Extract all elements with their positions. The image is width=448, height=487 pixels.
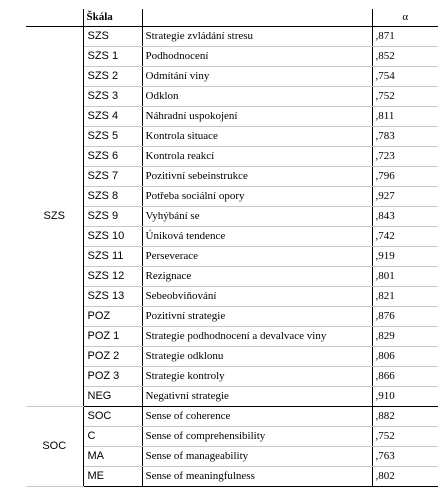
scale-code: SZS 11 xyxy=(83,247,142,267)
table-row xyxy=(26,67,438,87)
scale-code: POZ 2 xyxy=(83,347,142,367)
table-row xyxy=(26,447,438,467)
header-group-cell xyxy=(26,9,83,27)
scale-code: SZS 3 xyxy=(83,87,142,107)
scale-name: Vyhýbání se xyxy=(142,207,372,227)
table-row xyxy=(26,27,438,47)
table-row xyxy=(26,267,438,287)
scale-name: Pozitivní strategie xyxy=(142,307,372,327)
alpha-value: ,783 xyxy=(372,127,438,147)
scale-name: Náhradní uspokojení xyxy=(142,107,372,127)
alpha-value: ,910 xyxy=(372,387,438,407)
scale-name: Strategie zvládání stresu xyxy=(142,27,372,47)
scale-code: SZS 4 xyxy=(83,107,142,127)
scale-code: SZS 12 xyxy=(83,267,142,287)
header-alpha-cell: α xyxy=(372,9,438,27)
scale-code: NEG xyxy=(83,387,142,407)
scale-name: Pozitivní sebeinstrukce xyxy=(142,167,372,187)
scale-name: Strategie odklonu xyxy=(142,347,372,367)
scale-name: Rezignace xyxy=(142,267,372,287)
scale-code: SZS 2 xyxy=(83,67,142,87)
scale-name: Potřeba sociální opory xyxy=(142,187,372,207)
table-row xyxy=(26,187,438,207)
scale-code: SZS 8 xyxy=(83,187,142,207)
alpha-value: ,919 xyxy=(372,247,438,267)
scale-name: Negativní strategie xyxy=(142,387,372,407)
scale-name: Úniková tendence xyxy=(142,227,372,247)
scale-code: SZS 9 xyxy=(83,207,142,227)
alpha-value: ,876 xyxy=(372,307,438,327)
alpha-value: ,763 xyxy=(372,447,438,467)
table-row xyxy=(26,167,438,187)
alpha-value: ,801 xyxy=(372,267,438,287)
alpha-value: ,752 xyxy=(372,427,438,447)
scale-code: SZS 13 xyxy=(83,287,142,307)
table-row xyxy=(26,287,438,307)
table-row xyxy=(26,307,438,327)
alpha-value: ,821 xyxy=(372,287,438,307)
scale-code: SZS 5 xyxy=(83,127,142,147)
alpha-value: ,723 xyxy=(372,147,438,167)
scale-name: Strategie kontroly xyxy=(142,367,372,387)
scale-code: SZS 10 xyxy=(83,227,142,247)
header-scale-cell: Škála xyxy=(83,9,142,27)
table-row xyxy=(26,427,438,447)
reliability-table xyxy=(26,9,438,487)
table-row xyxy=(26,47,438,67)
scale-code: SOC xyxy=(83,407,142,427)
alpha-value: ,871 xyxy=(372,27,438,47)
table-row xyxy=(26,347,438,367)
alpha-value: ,742 xyxy=(372,227,438,247)
table-row xyxy=(26,147,438,167)
scale-name: Podhodnocení xyxy=(142,47,372,67)
alpha-value: ,843 xyxy=(372,207,438,227)
group-label: SZS xyxy=(26,27,83,407)
scale-code: POZ 3 xyxy=(83,367,142,387)
scale-name: Sense of meaningfulness xyxy=(142,467,372,487)
table-row xyxy=(26,207,438,227)
table-header-row xyxy=(26,9,438,27)
group-label: SOC xyxy=(26,407,83,487)
scale-name: Sense of manageability xyxy=(142,447,372,467)
scale-code: POZ xyxy=(83,307,142,327)
alpha-value: ,752 xyxy=(372,87,438,107)
table-row xyxy=(26,327,438,347)
scale-name: Perseverace xyxy=(142,247,372,267)
table-row xyxy=(26,227,438,247)
table-row xyxy=(26,387,438,407)
header-name-cell xyxy=(142,9,372,27)
scale-code: POZ 1 xyxy=(83,327,142,347)
table-row xyxy=(26,467,438,487)
scale-code: C xyxy=(83,427,142,447)
scale-name: Odmítání viny xyxy=(142,67,372,87)
table-row xyxy=(26,247,438,267)
alpha-value: ,882 xyxy=(372,407,438,427)
table-row xyxy=(26,127,438,147)
table-row xyxy=(26,107,438,127)
alpha-value: ,852 xyxy=(372,47,438,67)
scale-code: ME xyxy=(83,467,142,487)
scale-code: SZS 1 xyxy=(83,47,142,67)
table-row xyxy=(26,367,438,387)
alpha-value: ,811 xyxy=(372,107,438,127)
scale-code: SZS 6 xyxy=(83,147,142,167)
scale-name: Sebeobviňování xyxy=(142,287,372,307)
alpha-value: ,754 xyxy=(372,67,438,87)
alpha-value: ,927 xyxy=(372,187,438,207)
scale-name: Sense of coherence xyxy=(142,407,372,427)
scale-name: Kontrola situace xyxy=(142,127,372,147)
alpha-value: ,802 xyxy=(372,467,438,487)
scale-name: Strategie podhodnocení a devalvace viny xyxy=(142,327,372,347)
table-body xyxy=(26,27,438,487)
scale-code: SZS xyxy=(83,27,142,47)
table-row xyxy=(26,407,438,427)
alpha-value: ,866 xyxy=(372,367,438,387)
alpha-value: ,829 xyxy=(372,327,438,347)
scale-name: Odklon xyxy=(142,87,372,107)
alpha-value: ,796 xyxy=(372,167,438,187)
scale-name: Kontrola reakcí xyxy=(142,147,372,167)
table-row xyxy=(26,87,438,107)
scale-code: SZS 7 xyxy=(83,167,142,187)
scale-code: MA xyxy=(83,447,142,467)
scale-name: Sense of comprehensibility xyxy=(142,427,372,447)
alpha-value: ,806 xyxy=(372,347,438,367)
